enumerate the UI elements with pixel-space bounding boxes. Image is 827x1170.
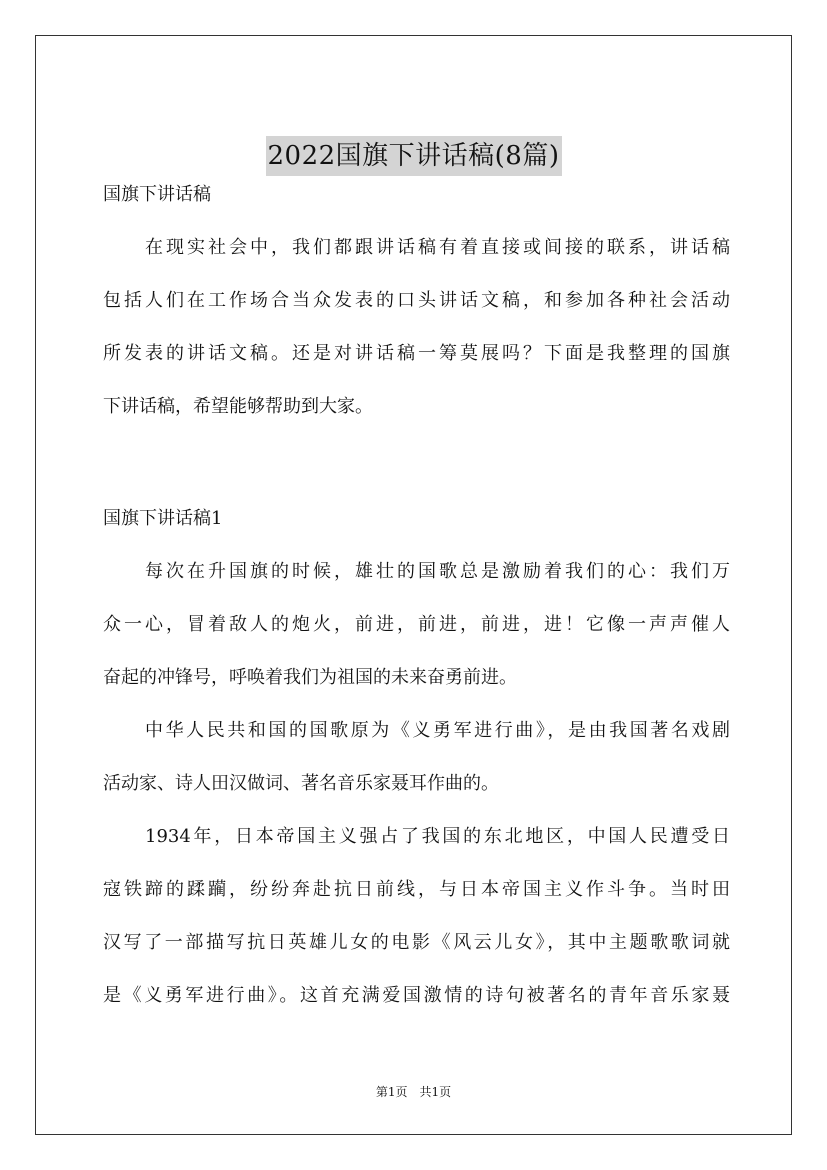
paragraph-line: 下讲话稿，希望能够帮助到大家。 bbox=[103, 396, 373, 417]
paragraph-line: 在现实社会中，我们都跟讲话稿有着直接或间接的联系，讲话稿 bbox=[145, 237, 730, 258]
paragraph-line: 活动家、诗人田汉做词、著名音乐家聂耳作曲的。 bbox=[103, 773, 499, 794]
paragraph-line: 每次在升国旗的时候，雄壮的国歌总是激励着我们的心：我们万 bbox=[145, 561, 730, 582]
paragraph-line: 包括人们在工作场合当众发表的口头讲话文稿，和参加各种社会活动 bbox=[103, 290, 730, 311]
document-page bbox=[35, 35, 792, 1135]
page-number: 第1页 共1页 bbox=[375, 1085, 452, 1099]
paragraph-line: 1934年，日本帝国主义强占了我国的东北地区，中国人民遭受日 bbox=[145, 826, 730, 847]
paragraph-line: 汉写了一部描写抗日英雄儿女的电影《风云儿女》，其中主题歌歌词就 bbox=[103, 932, 730, 953]
paragraph-line: 众一心，冒着敌人的炮火，前进，前进，前进，进！它像一声声催人 bbox=[103, 614, 730, 635]
paragraph-line: 奋起的冲锋号，呼唤着我们为祖国的未来奋勇前进。 bbox=[103, 667, 517, 688]
paragraph-line: 中华人民共和国的国歌原为《义勇军进行曲》，是由我国著名戏剧 bbox=[145, 720, 730, 741]
paragraph-line: 寇铁蹄的蹂躏，纷纷奔赴抗日前线，与日本帝国主义作斗争。当时田 bbox=[103, 879, 730, 900]
section-heading: 国旗下讲话稿 bbox=[103, 184, 211, 205]
paragraph-line: 是《义勇军进行曲》。这首充满爱国激情的诗句被著名的青年音乐家聂 bbox=[103, 985, 730, 1006]
document-title: 2022国旗下讲话稿(8篇) bbox=[266, 136, 562, 176]
subheading: 国旗下讲话稿1 bbox=[103, 508, 223, 529]
page-footer bbox=[36, 1083, 791, 1100]
title-wrapper bbox=[36, 136, 791, 176]
paragraph-line: 所发表的讲话文稿。还是对讲话稿一筹莫展吗？下面是我整理的国旗 bbox=[103, 343, 730, 364]
